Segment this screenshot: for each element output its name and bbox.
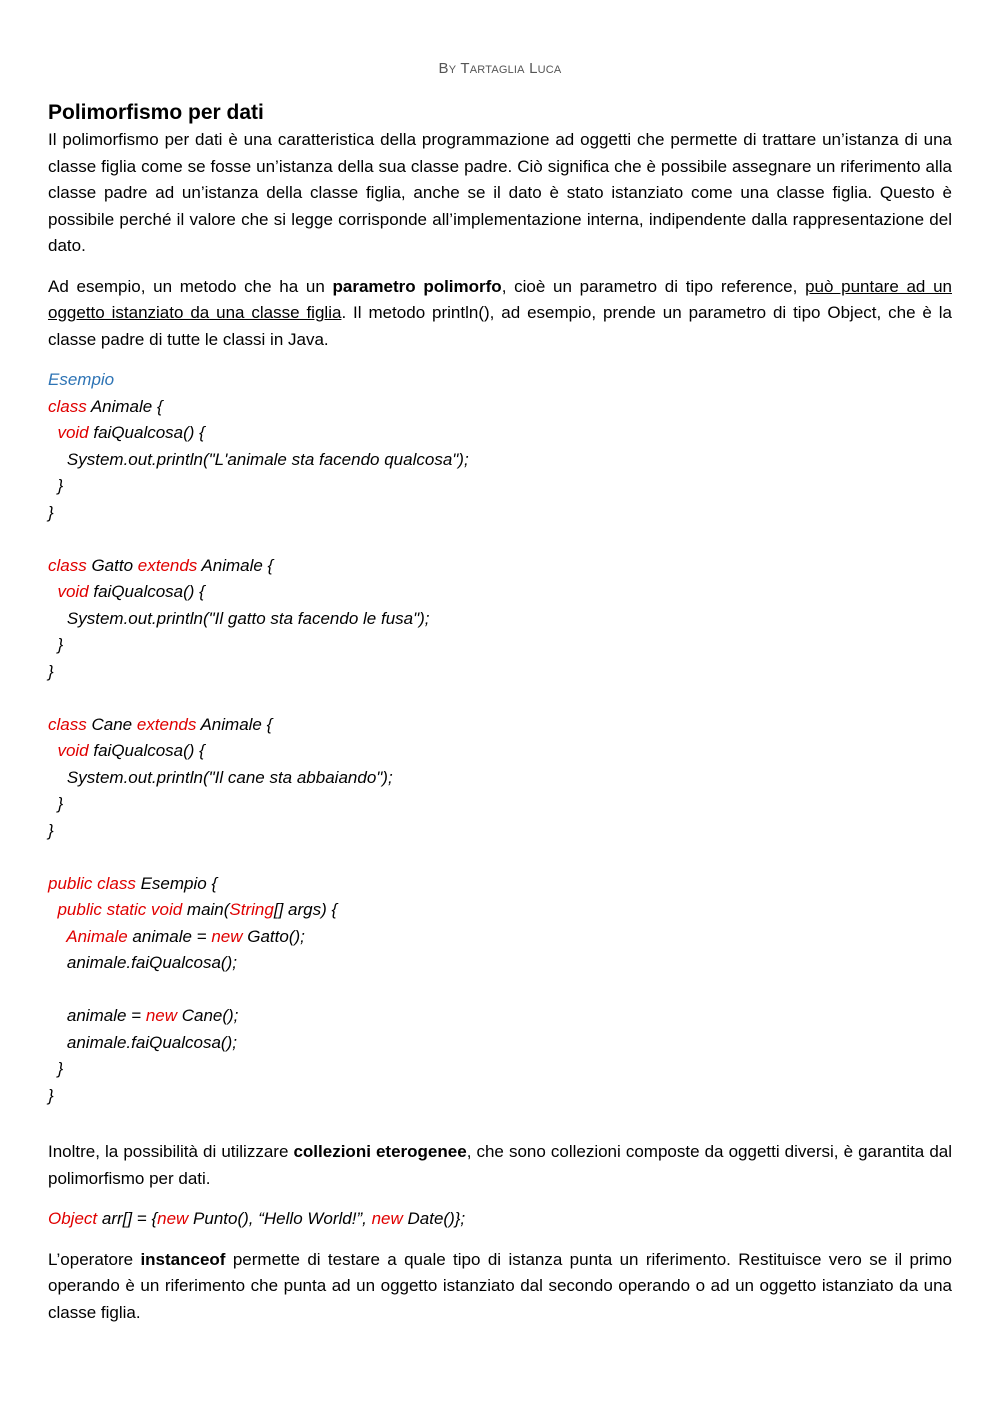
code-text: } — [48, 1059, 64, 1078]
code-text: animale.faiQualcosa(); — [48, 1032, 237, 1052]
code-text: animale.faiQualcosa(); — [48, 953, 237, 972]
code-line — [48, 1083, 952, 1110]
code-text: arr[] = { — [97, 1209, 158, 1228]
code-keyword: extends — [136, 714, 197, 734]
section-title: Polimorfismo per dati — [48, 101, 264, 124]
bold-term: collezioni eterogenee — [293, 1142, 467, 1161]
code-text: animale = — [48, 1006, 146, 1025]
code-keyword: new — [145, 1006, 177, 1025]
text-run: , che sono collezioni composte da oggetti diversi, è garantita dal polimorfismo per dati. — [48, 1142, 952, 1188]
code-line — [48, 632, 952, 659]
text-run: , cioè un parametro di tipo reference, — [501, 276, 806, 296]
code-line — [48, 818, 952, 845]
code-line — [48, 1030, 952, 1057]
code-line — [48, 1056, 952, 1083]
code-keyword: String — [229, 900, 274, 919]
code-line — [48, 738, 952, 765]
code-line — [48, 659, 952, 686]
code-keyword: Object — [48, 1209, 98, 1228]
paragraph-instanceof — [48, 1247, 952, 1327]
code-keyword: public class — [48, 873, 136, 893]
code-text: faiQualcosa() { — [88, 582, 205, 601]
code-keyword: new — [157, 1209, 189, 1228]
code-line — [48, 791, 952, 818]
code-line — [48, 420, 952, 447]
code-line — [48, 950, 952, 977]
code-line — [48, 606, 952, 633]
code-text: [] args) { — [273, 900, 338, 919]
underlined-text: può puntare ad un oggetto istanziato da una classe figlia — [48, 276, 952, 322]
code-text: Cane — [86, 714, 137, 734]
code-line — [48, 500, 952, 527]
code-text: } — [48, 820, 54, 840]
code-text: animale = — [127, 926, 212, 946]
paragraph-polymorphic-parameter — [48, 274, 952, 354]
code-text: faiQualcosa() { — [88, 423, 205, 442]
code-text: System.out.println("Il gatto sta facendo le fusa"); — [48, 608, 430, 628]
code-text: } — [48, 502, 54, 522]
code-line — [48, 977, 952, 1004]
text-run: Ad esempio, un metodo che ha un — [48, 276, 333, 296]
text-run: L’operatore — [48, 1249, 141, 1269]
code-keyword: public static void — [57, 900, 183, 919]
code-line — [48, 447, 952, 474]
code-line — [48, 897, 952, 924]
code-text: Gatto(); — [242, 926, 305, 946]
code-line — [48, 924, 952, 951]
code-text: System.out.println("Il cane sta abbaiando"); — [48, 767, 393, 787]
code-line — [48, 685, 952, 712]
code-keyword: Animale — [66, 926, 128, 946]
code-text: Animale { — [196, 714, 273, 734]
page-header: By Tartaglia Luca — [438, 60, 562, 77]
code-keyword: void — [57, 423, 89, 442]
spacer — [48, 1109, 952, 1139]
text-run: . Il metodo println(), ad esempio, prende un parametro di tipo Object, che è la classe padre di tutte le classi in Java. — [48, 303, 953, 349]
example-label: Esempio — [48, 370, 115, 389]
code-keyword: new — [371, 1209, 403, 1228]
code-text — [48, 927, 66, 946]
bold-term: parametro polimorfo — [332, 276, 502, 296]
code-keyword: class — [48, 714, 87, 734]
code-keyword: new — [211, 926, 243, 946]
code-block — [48, 394, 952, 1110]
code-text: Gatto — [86, 555, 138, 575]
text-run: permette di testare a quale tipo di istanza punta un riferimento. Restituisce vero se il primo operando è un riferimento che punta ad un oggetto istanziato dal secondo operando o ad un oggetto istanziato da una classe figlia. — [48, 1249, 952, 1322]
code-keyword: class — [48, 396, 87, 416]
code-line — [48, 844, 952, 871]
code-line — [48, 553, 952, 580]
code-text: } — [48, 794, 64, 813]
code-text: faiQualcosa() { — [88, 741, 205, 760]
code-text: } — [48, 635, 64, 654]
bold-term: instanceof — [140, 1249, 226, 1269]
code-text: Esempio { — [135, 873, 218, 893]
code-line — [48, 765, 952, 792]
code-keyword: extends — [137, 555, 198, 575]
code-text: } — [48, 661, 54, 681]
inline-code-example — [48, 1206, 952, 1233]
text-run: Inoltre, la possibilità di utilizzare — [48, 1142, 294, 1161]
code-text: Animale { — [86, 396, 163, 416]
code-text: System.out.println("L'animale sta facendo qualcosa"); — [48, 449, 469, 469]
code-keyword: void — [57, 582, 89, 601]
code-line — [48, 579, 952, 606]
code-line — [48, 526, 952, 553]
code-line — [48, 1003, 952, 1030]
code-text: Date()}; — [402, 1209, 466, 1228]
code-line — [48, 871, 952, 898]
code-line — [48, 394, 952, 421]
code-line — [48, 473, 952, 500]
code-text: Punto(), “Hello World!”, — [188, 1209, 372, 1228]
paragraph-heterogeneous-collections — [48, 1139, 952, 1192]
code-text: main( — [182, 900, 230, 919]
code-line — [48, 712, 952, 739]
code-text: } — [48, 1085, 54, 1105]
code-keyword: class — [48, 555, 87, 575]
code-text: } — [48, 476, 64, 495]
paragraph-intro: Il polimorfismo per dati è una caratteristica della programmazione ad oggetti che permette di trattare un’istanza di una classe figlia come se fosse un’istanza della sua classe padre. Ciò significa che è possibile assegnare un riferimento alla classe padre ad un’istanza della classe figlia, anche se il dato è stato istanziato come una classe figlia. Questo è possibile perché il valore che si legge corrisponde all’implementazione interna, indipendente dalla rappresentazione del dato. — [48, 130, 952, 255]
code-text: Animale { — [197, 555, 274, 575]
code-keyword: void — [57, 741, 89, 760]
code-text: Cane(); — [177, 1006, 239, 1025]
